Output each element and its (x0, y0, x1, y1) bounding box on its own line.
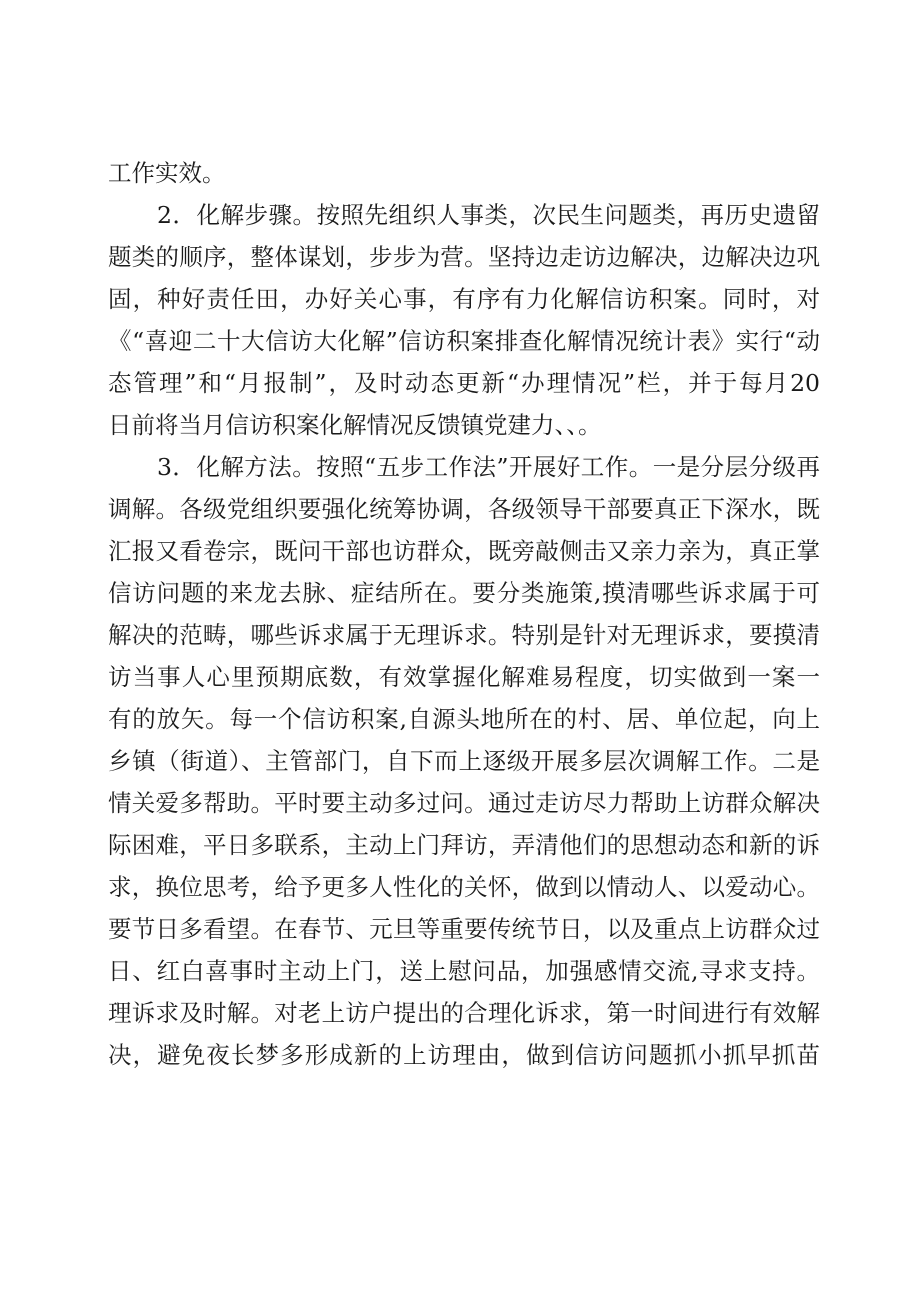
text-line-step-heading: 2．化解步骤。按照先组织人事类，次民生问题类，再历史遗留 (157, 201, 820, 229)
text-line: 信访问题的来龙去脉、症结所在。要分类施策,摸清哪些诉求属于可 (108, 579, 820, 607)
text-line: 《“喜迎二十大信访大化解”信访积案排查化解情况统计表》实行“动 (108, 327, 820, 355)
text-line: 要节日多看望。在春节、元旦等重要传统节日，以及重点上访群众过 (108, 915, 820, 943)
text-line: 际困难，平日多联系，主动上门拜访，弄清他们的思想动态和新的诉 (108, 831, 820, 859)
text-line: 理诉求及时解。对老上访户提出的合理化诉求，第一时间进行有效解 (108, 999, 820, 1027)
text-line: 有的放矢。每一个信访积案,自源头地所在的村、居、单位起，向上 (108, 705, 820, 733)
text-line-method-heading: 3．化解方法。按照“五步工作法”开展好工作。一是分层分级再 (157, 453, 820, 481)
document-body (108, 152, 820, 1076)
text-line: 情关爱多帮助。平时要主动多过问。通过走访尽力帮助上访群众解决 (108, 789, 820, 817)
text-line: 汇报又看卷宗，既问干部也访群众，既旁敲侧击又亲力亲为，真正掌 (108, 537, 820, 565)
text-line: 题类的顺序，整体谋划，步步为营。坚持边走访边解决，边解决边巩 (108, 243, 820, 271)
text-line: 访当事人心里预期底数，有效掌握化解难易程度，切实做到一案一 (108, 663, 820, 691)
text-line: 求，换位思考，给予更多人性化的关怀，做到以情动人、以爱动心。 (108, 873, 820, 901)
text-line: 调解。各级党组织要强化统筹协调，各级领导干部要真正下深水，既 (108, 495, 820, 523)
text-line: 决，避免夜长梦多形成新的上访理由，做到信访问题抓小抓早抓苗 (108, 1041, 820, 1069)
text-line: 日前将当月信访积案化解情况反馈镇党建力、、。 (108, 411, 602, 439)
text-line: 乡镇（街道）、主管部门，自下而上逐级开展多层次调解工作。二是 (108, 747, 820, 775)
text-line: 固，种好责任田，办好关心事，有序有力化解信访积案。同时，对 (108, 285, 820, 313)
text-line: 解决的范畴，哪些诉求属于无理诉求。特别是针对无理诉求，要摸清 (108, 621, 820, 649)
text-line: 工作实效。 (108, 159, 226, 187)
text-line: 态管理”和“月报制”，及时动态更新“办理情况”栏，并于每月20 (108, 369, 820, 397)
text-line: 日、红白喜事时主动上门，送上慰问品，加强感情交流,寻求支持。 (108, 957, 820, 985)
